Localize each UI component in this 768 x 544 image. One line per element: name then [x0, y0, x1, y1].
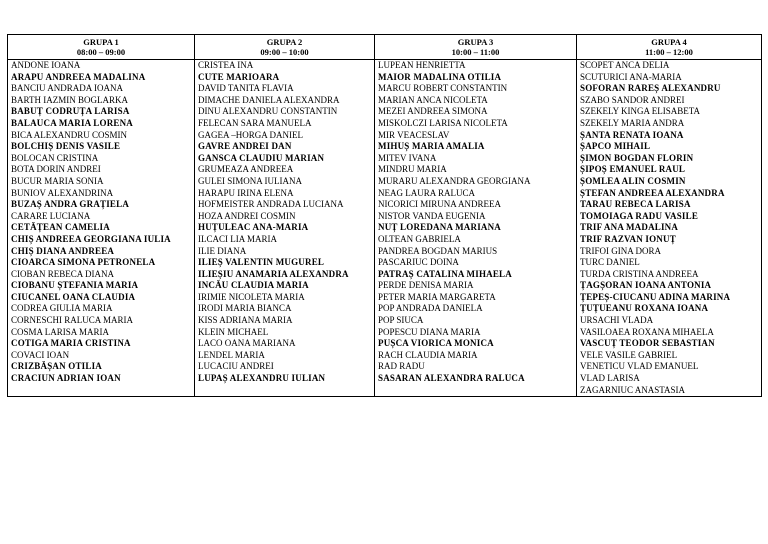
student-name-group-2: ILCACI LIA MARIA [195, 234, 375, 246]
student-name-group-3: NUȚ LOREDANA MARIANA [375, 222, 577, 234]
student-name-group-1: ANDONE IOANA [8, 60, 195, 72]
student-rows [8, 60, 762, 397]
student-name-group-4: TRIF ANA MADALINA [577, 222, 762, 234]
student-name-group-3: NEAG LAURA RALUCA [375, 188, 577, 200]
student-name-group-3: MARIAN ANCA NICOLETA [375, 95, 577, 107]
table-row [8, 292, 762, 304]
student-name-group-3: PUȘCA VIORICA MONICA [375, 338, 577, 350]
header-row [8, 35, 762, 60]
table-row [8, 95, 762, 107]
student-name-group-3: POP SIUCA [375, 315, 577, 327]
table-row [8, 234, 762, 246]
student-name-group-3: LUPEAN HENRIETTA [375, 60, 577, 72]
student-name-group-2: LACO OANA MARIANA [195, 338, 375, 350]
student-name-group-4: TRIFOI GINA DORA [577, 246, 762, 258]
student-name-group-3: MEZEI ANDREEA SIMONA [375, 106, 577, 118]
table-row [8, 83, 762, 95]
student-name-group-2: GRUMEAZA ANDREEA [195, 164, 375, 176]
table-row [8, 246, 762, 258]
student-name-group-1: CETĂȚEAN CAMELIA [8, 222, 195, 234]
student-name-group-4: SCOPET ANCA DELIA [577, 60, 762, 72]
student-name-group-2: FELECAN SARA MANUELA [195, 118, 375, 130]
student-name-group-4: ȚAGȘORAN IOANA ANTONIA [577, 280, 762, 292]
student-name-group-3: MITEV IVANA [375, 153, 577, 165]
student-name-group-2: LENDEL MARIA [195, 350, 375, 362]
student-name-group-4: SZEKELY MARIA ANDRA [577, 118, 762, 130]
student-name-group-4: ȚEPEȘ-CIUCANU ADINA MARINA [577, 292, 762, 304]
table-row [8, 60, 762, 72]
table-row [8, 350, 762, 362]
student-name-group-3: MISKOLCZI LARISA NICOLETA [375, 118, 577, 130]
table-row [8, 373, 762, 385]
group-schedule-table [7, 34, 762, 397]
student-name-group-4: ȚUȚUEANU ROXANA IOANA [577, 303, 762, 315]
table-row [8, 211, 762, 223]
table-row [8, 188, 762, 200]
student-name-group-3: POPESCU DIANA MARIA [375, 327, 577, 339]
table-row [8, 222, 762, 234]
student-name-group-4: ȘIMON BOGDAN FLORIN [577, 153, 762, 165]
student-name-group-3: MAIOR MADALINA OTILIA [375, 72, 577, 84]
group-3-time: 10:00 – 11:00 [451, 47, 500, 57]
student-name-group-3: PANDREA BOGDAN MARIUS [375, 246, 577, 258]
group-2-time: 09:00 – 10:00 [260, 47, 309, 57]
table-row [8, 153, 762, 165]
student-name-group-3: RAD RADU [375, 361, 577, 373]
student-name-group-4: ȘIPOȘ EMANUEL RAUL [577, 164, 762, 176]
student-name-group-3 [375, 385, 577, 397]
group-3-header [375, 35, 577, 60]
student-name-group-1: CIOBANU ȘTEFANIA MARIA [8, 280, 195, 292]
student-name-group-1: COVACI IOAN [8, 350, 195, 362]
student-name-group-4: ȘOMLEA ALIN COSMIN [577, 176, 762, 188]
student-name-group-4: ȘANTA RENATA IOANA [577, 130, 762, 142]
student-name-group-1: BOLOCAN CRISTINA [8, 153, 195, 165]
student-name-group-1: BOLCHIȘ DENIS VASILE [8, 141, 195, 153]
student-name-group-4: TOMOIAGA RADU VASILE [577, 211, 762, 223]
student-name-group-4: TURDA CRISTINA ANDREEA [577, 269, 762, 281]
student-name-group-2: ILIEȘIU ANAMARIA ALEXANDRA [195, 269, 375, 281]
student-name-group-1: CRIZBĂȘAN OTILIA [8, 361, 195, 373]
table-row [8, 176, 762, 188]
student-name-group-1: CHIȘ DIANA ANDREEA [8, 246, 195, 258]
student-name-group-2: DIMACHE DANIELA ALEXANDRA [195, 95, 375, 107]
student-name-group-4: SZEKELY KINGA ELISABETA [577, 106, 762, 118]
student-name-group-2: GULEI SIMONA IULIANA [195, 176, 375, 188]
table-row [8, 361, 762, 373]
student-name-group-2: HUȚULEAC ANA-MARIA [195, 222, 375, 234]
student-name-group-3: MARCU ROBERT CONSTANTIN [375, 83, 577, 95]
student-name-group-3: NICORICI MIRUNA ANDREEA [375, 199, 577, 211]
table-row [8, 118, 762, 130]
student-name-group-4: ȘAPCO MIHAIL [577, 141, 762, 153]
student-name-group-3: PATRAȘ CATALINA MIHAELA [375, 269, 577, 281]
student-name-group-4: TURC DANIEL [577, 257, 762, 269]
student-name-group-1: BUNIOV ALEXANDRINA [8, 188, 195, 200]
student-name-group-2: GAVRE ANDREI DAN [195, 141, 375, 153]
student-name-group-3: PETER MARIA MARGARETA [375, 292, 577, 304]
group-4-header [577, 35, 762, 60]
table-row [8, 72, 762, 84]
student-name-group-2: DINU ALEXANDRU CONSTANTIN [195, 106, 375, 118]
student-name-group-3: RACH CLAUDIA MARIA [375, 350, 577, 362]
student-name-group-1: CODREA GIULIA MARIA [8, 303, 195, 315]
group-2-title: GRUPA 2 [266, 37, 303, 47]
student-name-group-1 [8, 385, 195, 397]
student-name-group-1: BARTH IAZMIN BOGLARKA [8, 95, 195, 107]
table-row [8, 315, 762, 327]
group-4-time: 11:00 – 12:00 [645, 47, 693, 57]
student-name-group-1: BANCIU ANDRADA IOANA [8, 83, 195, 95]
student-name-group-3: POP ANDRADA DANIELA [375, 303, 577, 315]
student-name-group-4: ȘTEFAN ANDREEA ALEXANDRA [577, 188, 762, 200]
student-name-group-4: VASCUȚ TEODOR SEBASTIAN [577, 338, 762, 350]
student-name-group-4: VENETICU VLAD EMANUEL [577, 361, 762, 373]
student-name-group-4: URSACHI VLADA [577, 315, 762, 327]
student-name-group-2: ILIEȘ VALENTIN MUGUREL [195, 257, 375, 269]
table-row [8, 141, 762, 153]
student-name-group-4: VELE VASILE GABRIEL [577, 350, 762, 362]
table-row [8, 303, 762, 315]
group-2-header [195, 35, 375, 60]
table-row [8, 164, 762, 176]
student-name-group-3: NISTOR VANDA EUGENIA [375, 211, 577, 223]
student-name-group-2: HOZA ANDREI COSMIN [195, 211, 375, 223]
student-name-group-2: GANSCA CLAUDIU MARIAN [195, 153, 375, 165]
student-name-group-1: BOTA DORIN ANDREI [8, 164, 195, 176]
table-row [8, 269, 762, 281]
table-row [8, 130, 762, 142]
student-name-group-1: COSMA LARISA MARIA [8, 327, 195, 339]
student-name-group-4: SZABO SANDOR ANDREI [577, 95, 762, 107]
table-row [8, 280, 762, 292]
group-1-header [8, 35, 195, 60]
table-row [8, 385, 762, 397]
group-1-title: GRUPA 1 [83, 37, 119, 47]
group-3-title: GRUPA 3 [457, 37, 494, 47]
student-name-group-2: INCĂU CLAUDIA MARIA [195, 280, 375, 292]
student-name-group-4: SOFORAN RAREȘ ALEXANDRU [577, 83, 762, 95]
student-name-group-4: VASILOAEA ROXANA MIHAELA [577, 327, 762, 339]
student-name-group-3: MIHUȘ MARIA AMALIA [375, 141, 577, 153]
group-4-title: GRUPA 4 [651, 37, 687, 47]
student-name-group-1: CIOARCA SIMONA PETRONELA [8, 257, 195, 269]
student-name-group-3: PERDE DENISA MARIA [375, 280, 577, 292]
student-name-group-1: CIUCANEL OANA CLAUDIA [8, 292, 195, 304]
table-row [8, 106, 762, 118]
student-name-group-4: TRIF RAZVAN IONUȚ [577, 234, 762, 246]
student-name-group-4: ZAGARNIUC ANASTASIA [577, 385, 762, 397]
student-name-group-2: ILIE DIANA [195, 246, 375, 258]
student-name-group-2: HARAPU IRINA ELENA [195, 188, 375, 200]
student-name-group-1: BUCUR MARIA SONIA [8, 176, 195, 188]
student-name-group-2: IRIMIE NICOLETA MARIA [195, 292, 375, 304]
student-name-group-1: COTIGA MARIA CRISTINA [8, 338, 195, 350]
student-name-group-1: CIOBAN REBECA DIANA [8, 269, 195, 281]
student-name-group-1: CHIȘ ANDREEA GEORGIANA IULIA [8, 234, 195, 246]
student-name-group-1: CORNESCHI RALUCA MARIA [8, 315, 195, 327]
group-1-time: 08:00 – 09:00 [76, 47, 126, 57]
student-name-group-2: CRISTEA INA [195, 60, 375, 72]
student-name-group-2 [195, 385, 375, 397]
student-name-group-1: CRACIUN ADRIAN IOAN [8, 373, 195, 385]
student-name-group-2: IRODI MARIA BIANCA [195, 303, 375, 315]
table-row [8, 338, 762, 350]
student-name-group-4: SCUTURICI ANA-MARIA [577, 72, 762, 84]
student-name-group-4: TARAU REBECA LARISA [577, 199, 762, 211]
student-name-group-4: VLAD LARISA [577, 373, 762, 385]
student-name-group-1: CARARE LUCIANA [8, 211, 195, 223]
table-row [8, 327, 762, 339]
student-name-group-3: PASCARIUC DOINA [375, 257, 577, 269]
student-name-group-1: BALAUCA MARIA LORENA [8, 118, 195, 130]
student-name-group-2: GAGEA –HORGA DANIEL [195, 130, 375, 142]
table-row [8, 257, 762, 269]
student-name-group-1: BABUȚ CODRUȚA LARISA [8, 106, 195, 118]
student-name-group-1: ARAPU ANDREEA MADALINA [8, 72, 195, 84]
table-row [8, 199, 762, 211]
student-name-group-2: LUCACIU ANDREI [195, 361, 375, 373]
student-name-group-2: KLEIN MICHAEL [195, 327, 375, 339]
student-name-group-1: BUZAȘ ANDRA GRAȚIELA [8, 199, 195, 211]
student-name-group-3: OLTEAN GABRIELA [375, 234, 577, 246]
student-name-group-3: SASARAN ALEXANDRA RALUCA [375, 373, 577, 385]
student-name-group-3: MINDRU MARIA [375, 164, 577, 176]
student-name-group-1: BICA ALEXANDRU COSMIN [8, 130, 195, 142]
student-name-group-2: CUTE MARIOARA [195, 72, 375, 84]
student-name-group-2: LUPAȘ ALEXANDRU IULIAN [195, 373, 375, 385]
student-name-group-2: DAVID TANITA FLAVIA [195, 83, 375, 95]
student-name-group-3: MURARU ALEXANDRA GEORGIANA [375, 176, 577, 188]
student-name-group-2: HOFMEISTER ANDRADA LUCIANA [195, 199, 375, 211]
student-name-group-3: MIR VEACESLAV [375, 130, 577, 142]
student-name-group-2: KISS ADRIANA MARIA [195, 315, 375, 327]
